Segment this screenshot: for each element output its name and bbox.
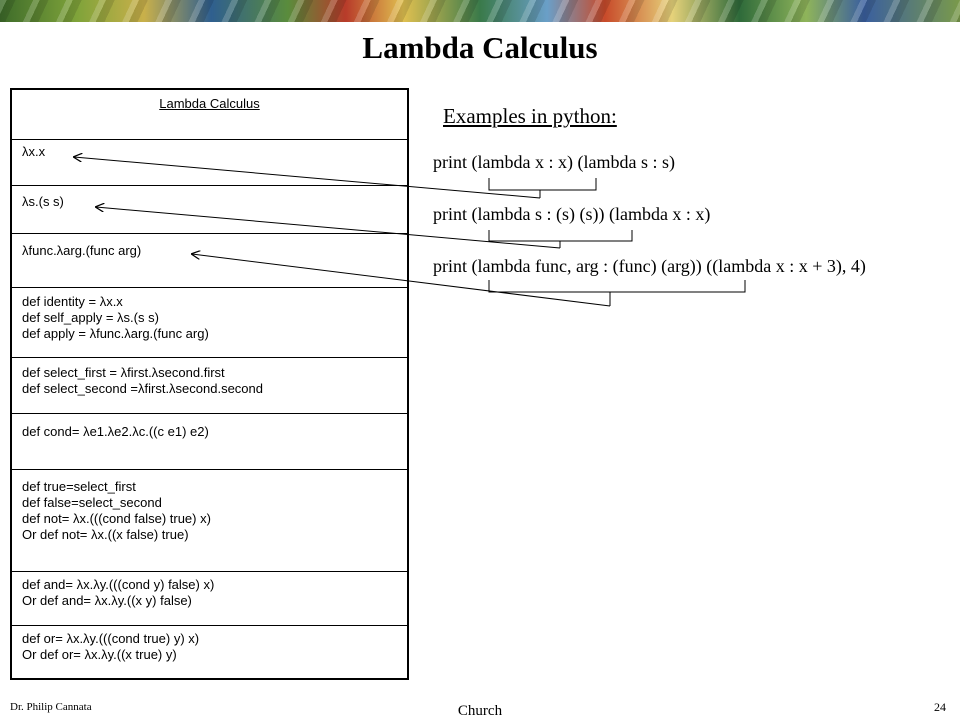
table-row: def select_first = λfirst.λsecond.first def select_second =λfirst.λsecond.second xyxy=(12,358,407,414)
page-number: 24 xyxy=(934,700,946,714)
slide-title: Lambda Calculus xyxy=(362,30,598,65)
table-row: def or= λx.λy.(((cond true) y) x) Or def or= λx.λy.((x true) y) xyxy=(22,631,200,662)
footer-author: Dr. Philip Cannata xyxy=(10,701,92,713)
brace-line-2 xyxy=(489,230,632,248)
brace-line-3 xyxy=(489,280,745,306)
python-example-line: print (lambda s : (s) (s)) (lambda x : x) xyxy=(433,204,711,224)
table-row: λs.(s s) xyxy=(12,186,407,234)
table-row: λx.x xyxy=(12,140,407,186)
brace-line-1 xyxy=(489,178,596,198)
decorative-banner xyxy=(0,0,960,22)
footer-center: Church xyxy=(457,703,503,719)
lambda-table xyxy=(10,88,409,680)
table-row: def and= λx.λy.(((cond y) false) x) Or def and= λx.λy.((x y) false) xyxy=(12,572,407,626)
examples-heading: Examples in python: xyxy=(443,104,617,128)
table-row: def true=select_first def false=select_second def not= λx.(((cond false) true) x) Or def not= λx.((x false) true) xyxy=(12,470,407,572)
table-row: def identity = λx.x def self_apply = λs.(s s) def apply = λfunc.λarg.(func arg) xyxy=(12,288,407,358)
python-example-line: print (lambda func, arg : (func) (arg)) ((lambda x : x + 3), 4) xyxy=(433,256,866,276)
table-row: def cond= λe1.λe2.λc.((c e1) e2) xyxy=(12,414,407,470)
table-row: λfunc.λarg.(func arg) xyxy=(12,234,407,288)
python-example-line: print (lambda x : x) (lambda s : s) xyxy=(433,152,675,172)
table-header: Lambda Calculus xyxy=(12,90,407,140)
